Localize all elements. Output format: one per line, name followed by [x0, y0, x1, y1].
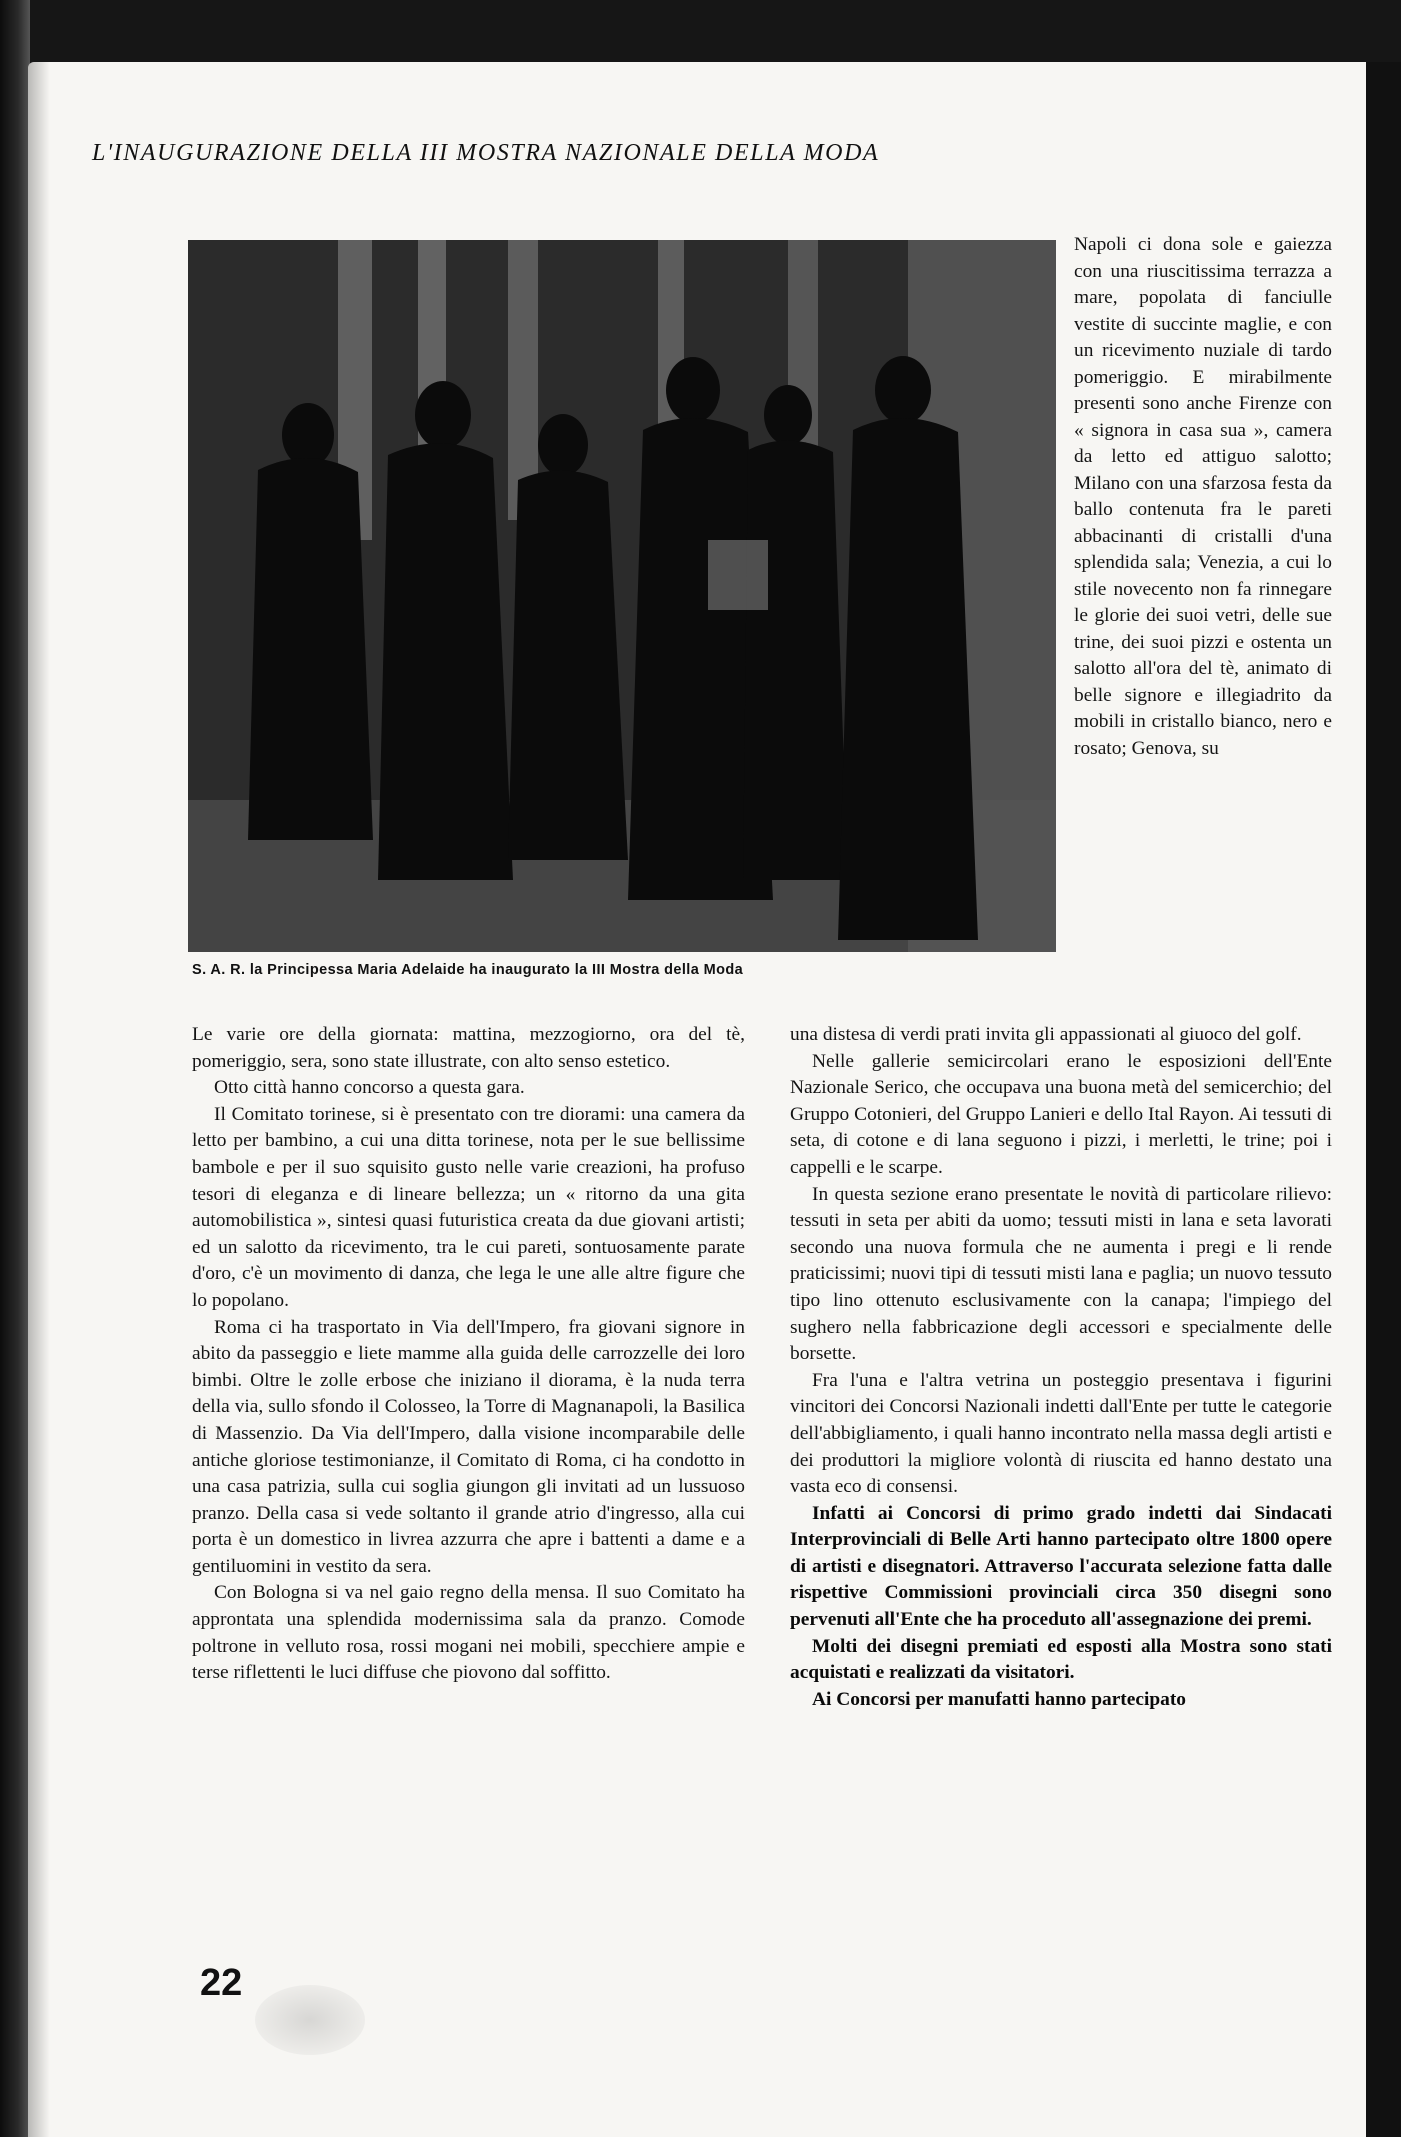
paragraph: Ai Concorsi per manufatti hanno partecipato — [812, 1688, 1186, 1710]
page-gutter-shadow — [28, 62, 50, 2137]
paragraph: Otto città hanno concorso a questa gara. — [214, 1077, 525, 1099]
scan-left-border — [0, 0, 30, 2137]
scan-top-border — [0, 0, 1401, 70]
photo-caption: S. A. R. la Principessa Maria Adelaide ha inaugurato la III Mostra della Moda — [192, 962, 744, 978]
right-column — [790, 1022, 1332, 1713]
paragraph: Fra l'una e l'altra vetrina un posteggio presentava i figurini vincitori dei Concorsi Nazionali indetti dall'Ente per tutte le categorie dell'abbigliamento, i quali hanno incontrato nella massa degli artisti e dei produttori la migliore volontà di riuscita ed hanno destato una vasta eco di consensi. — [790, 1369, 1332, 1498]
running-title: L'INAUGURAZIONE DELLA III MOSTRA NAZIONALE DELLA MODA — [92, 140, 880, 166]
scan-right-border — [1366, 62, 1401, 2137]
side-column-text: Napoli ci dona sole e gaiezza con una riuscitissima terrazza a mare, popolata di fanciulle vestite di succinte maglie, e con un ricevimento nuziale di tardo pomeriggio. E mirabilmente presenti sono anche Firenze con « signora in casa sua », camera da letto ed attiguo salotto; Milano con una sfarzosa festa da ballo contenuta fra le pareti abbacinanti di cristalli d'una splendida sala; Venezia, a cui lo stile novecento non fa rinnegare le glorie dei suoi vetri, delle sue trine, dei suoi pizzi e ostenta un salotto all'ora del tè, animato di belle signore e illegiadrito da mobili in cristallo bianco, nero e rosato; Genova, su — [1074, 234, 1332, 759]
paragraph: Il Comitato torinese, si è presentato con tre diorami: una camera da letto per bambino, a cui una ditta torinese, nota per le sue bellissime bambole e per il suo squisito gusto nelle varie creazioni, ha profuso tesori di eleganza e di lineare bellezza; un « ritorno da una gita automobilistica », sintesi quasi futuristica creata da due giovani artisti; ed un salotto da ricevimento, tra le cui pareti, sontuosamente parate d'oro, c'è un movimento di danza, che lega le une alle altre figure che lo popolano. — [192, 1103, 745, 1311]
paragraph: una distesa di verdi prati invita gli appassionati al giuoco del golf. — [790, 1024, 1302, 1045]
photo-silhouettes — [188, 240, 1056, 952]
left-column — [192, 1022, 745, 1687]
page-number: 22 — [200, 1962, 243, 2004]
inauguration-photo — [188, 240, 1056, 952]
paragraph: In questa sezione erano presentate le novità di particolare rilievo: tessuti in seta per abiti da uomo; tessuti misti in lana e seta lavorati secondo una nuova formula che ne aumenta i pregi e li rende praticissimi; nuovi tipi di tessuti misti lana e paglia; un nuovo tessuto tipo lino ottenuto esclusivamente con la canapa; l'impiego del sughero nella fabbricazione degli accessori e specialmente delle borsette. — [790, 1183, 1332, 1365]
paragraph: Molti dei disegni premiati ed esposti alla Mostra sono stati acquistati e realizzati da visitatori. — [790, 1635, 1332, 1684]
print-smudge — [255, 1985, 365, 2055]
paragraph: Infatti ai Concorsi di primo grado indetti dai Sindacati Interprovinciali di Belle Arti hanno partecipato oltre 1800 opere di artisti e disegnatori. Attraverso l'accurata selezione fatta dalle rispettive Commissioni provinciali circa 350 disegni sono pervenuti all'Ente che ha proceduto all'assegnazione dei premi. — [790, 1502, 1332, 1631]
paragraph: Con Bologna si va nel gaio regno della mensa. Il suo Comitato ha approntata una splendida modernissima sala da pranzo. Comode poltrone in velluto rosa, rossi mogani nei mobili, specchiere ampie e terse riflettenti le luci diffuse che piovono dal soffitto. — [192, 1582, 745, 1684]
paragraph: Le varie ore della giornata: mattina, mezzogiorno, ora del tè, pomeriggio, sera, sono state illustrate, con alto senso estetico. — [192, 1024, 745, 1072]
paragraph: Nelle gallerie semicircolari erano le esposizioni dell'Ente Nazionale Serico, che occupava una buona metà del semicerchio; del Gruppo Cotonieri, del Gruppo Lanieri e dello Ital Rayon. Ai tessuti di seta, di cotone e di lana seguono i pizzi, i merletti, le trine; poi i cappelli e le scarpe. — [790, 1050, 1332, 1178]
paragraph: Roma ci ha trasportato in Via dell'Impero, fra giovani signore in abito da passeggio e liete mamme alla guida delle carrozzelle dei loro bimbi. Oltre le zolle erbose che iniziano il diorama, è la nuda terra della via, sullo sfondo il Colosseo, la Torre di Magnanapoli, la Basilica di Massenzio. Da Via dell'Impero, dalla visione incomparabile delle antiche gloriose testimonianze, il Comitato di Roma, ci ha condotto in una casa patrizia, sulla cui soglia giungon gli invitati ad un lussuoso pranzo. Della casa si vede soltanto il grande atrio d'ingresso, alla cui porta è un domestico in livrea azzurra che apre i battenti a dame e a gentiluomini in vestito da sera. — [192, 1316, 745, 1577]
